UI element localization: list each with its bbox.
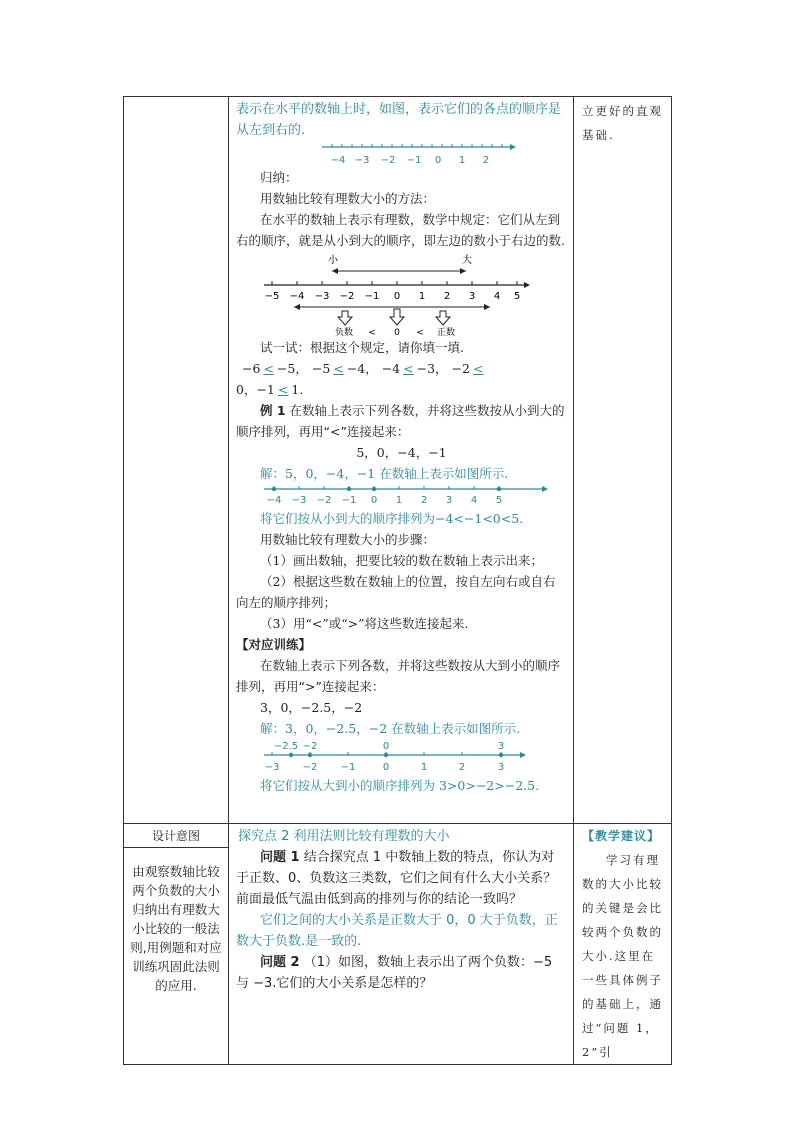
step-1: （1）画出数轴，把要比较的数在数轴上表示出来；: [260, 553, 543, 568]
bottom-left-cell: [124, 824, 229, 1065]
axis2-tick: 0: [393, 291, 401, 302]
axis2-tick: −5: [264, 291, 280, 302]
axis3-tick: 3: [445, 495, 453, 506]
number-line-4: [262, 739, 542, 775]
question-2: 问题 2 （1）如图，数轴上表示出了两个负数：−5 与 −3.它们的大小关系是怎样的？: [236, 955, 553, 991]
axis3-tick: 2: [420, 495, 428, 506]
axis3-tick: 5: [495, 495, 503, 506]
axis2-tick: −3: [314, 291, 330, 302]
try-label: 试一试：根据这个规定，请你填一填.: [260, 340, 464, 355]
axis2-tick: 2: [443, 291, 451, 302]
answer-blank: <: [403, 361, 414, 376]
negative-label: 负数: [334, 328, 354, 337]
axis2-tick: −2: [339, 291, 355, 302]
method-title: 用数轴比较有理数大小的方法：: [260, 191, 436, 206]
number-line-1: [318, 141, 518, 167]
axis4-tick: −3: [264, 762, 280, 773]
answer-blank: <: [333, 361, 344, 376]
axis2-tick: 1: [418, 291, 426, 302]
axis4-top-label: −2: [302, 741, 318, 752]
practice-solution: 解：3，0，−2.5，−2 在数轴上表示如图所示.: [260, 721, 521, 736]
axis4-tick: 3: [497, 762, 505, 773]
axis2-tick: 3: [468, 291, 476, 302]
top-main-cell: [229, 97, 574, 824]
axis3-tick: −1: [341, 495, 357, 506]
axis3-tick: −4: [266, 495, 282, 506]
axis1-tick: 1: [458, 155, 466, 166]
axis3-tick: −2: [316, 495, 332, 506]
answer-blank: <: [277, 382, 289, 397]
bottom-right-cell: [574, 824, 672, 1065]
practice-result: 将它们按从大到小的顺序排列为 3>0>−2>−2.5.: [260, 778, 540, 793]
intro-text: 表示在水平的数轴上时，如图，表示它们的各点的顺序是从左到右的.: [236, 102, 562, 138]
down-arrow-icon: [338, 311, 352, 325]
axis1-tick: −4: [330, 155, 346, 166]
practice-text: 在数轴上表示下列各数，并将这些数按从大到小的顺序排列，再用“>”连接起来：: [236, 658, 561, 694]
axis3-tick: 0: [370, 495, 378, 506]
axis4-tick: 0: [382, 762, 390, 773]
steps-title: 用数轴比较有理数大小的步骤：: [260, 532, 436, 547]
practice-numbers: 3，0，−2.5，−2: [260, 700, 363, 715]
positive-label: 正数: [436, 328, 456, 337]
axis1-tick: −2: [380, 155, 396, 166]
axis2-big-label: 大: [462, 255, 472, 266]
axis3-tick: 1: [395, 495, 403, 506]
axis2-tick: 4: [493, 291, 501, 302]
try-line-2: 0，−1 < 1.: [236, 382, 304, 397]
axis4-top-label: 3: [497, 741, 505, 752]
question-1-answer: 它们之间的大小关系是正数大于 0，0 大于负数，正数大于负数.是一致的.: [236, 913, 558, 949]
lesson-plan-table: [123, 96, 672, 1065]
axis2-small-label: 小: [328, 255, 338, 266]
zero-label: 0: [394, 328, 400, 337]
number-line-3: [262, 484, 552, 508]
teaching-suggestion-body: 学习有理数的大小比较的关键是会比较两个负数的大小.这里在一些具体例子的基础上，通过“问题 1，2”引: [582, 853, 663, 1059]
axis2-tick: 5: [513, 291, 521, 302]
axis1-tick: 2: [482, 155, 490, 166]
example-numbers: 5，0，−4，−1: [356, 445, 447, 460]
practice-title: 【对应训练】: [236, 637, 312, 652]
example-solution: 解：5，0，−4，−1 在数轴上表示如图所示.: [260, 466, 509, 481]
top-right-cell: [574, 97, 672, 824]
less-than-sign: <: [368, 328, 376, 337]
design-intent-title: 设计意图: [124, 824, 228, 848]
design-intent-body: 由观察数轴比较两个负数的大小归纳出有理数大小比较的一般法则,用例题和对应训练巩固此法则的应用.: [130, 864, 222, 993]
less-than-sign: <: [416, 328, 424, 337]
answer-blank: <: [263, 361, 274, 376]
axis1-tick: −3: [354, 155, 370, 166]
axis1-tick: 0: [434, 155, 442, 166]
axis1-tick: −1: [406, 155, 422, 166]
question-1: 问题 1 结合探究点 1 中数轴上数的特点，你认为对于正数、0、负数这三类数，它们之间有什么大小关系？前面最低气温由低到高的排列与你的结论一致吗？: [236, 850, 557, 907]
axis4-top-label: −2.5: [273, 741, 299, 752]
axis4-tick: −2: [302, 762, 318, 773]
summary-label: 归纳：: [260, 170, 298, 185]
axis2-tick: −1: [364, 291, 380, 302]
axis3-tick: −3: [291, 495, 307, 506]
try-line-1: −6 < −5， −5 < −4， −4 < −3， −2 <: [236, 358, 567, 379]
example-1: 例 1 在数轴上表示下列各数，并将这些数按从小到大的顺序排列，再用“<”连接起来：: [236, 403, 565, 439]
step-2: （2）根据这些数在数轴上的位置，按自左向右或自右向左的顺序排列；: [236, 574, 556, 610]
teaching-suggestion-title: 【教学建议】: [582, 829, 661, 843]
down-arrow-icon: [390, 309, 404, 325]
step-3: （3）用“<”或“>”将这些数连接起来.: [260, 616, 469, 631]
axis4-tick: 2: [458, 762, 466, 773]
right-note: 立更好的直观基础.: [582, 104, 663, 142]
top-left-cell: [124, 97, 229, 824]
example-result: 将它们按从小到大的顺序排列为−4<−1<0<5.: [260, 511, 524, 526]
axis4-tick: 1: [420, 762, 428, 773]
axis4-top-label: 0: [382, 741, 390, 752]
axis2-tick: −4: [289, 291, 305, 302]
number-line-2: [260, 251, 550, 337]
answer-blank: <: [472, 361, 484, 376]
bottom-main-cell: [229, 824, 574, 1065]
axis3-tick: 4: [470, 495, 478, 506]
method-text: 在水平的数轴上表示有理数，数学中规定：它们从左到右的顺序，就是从小到大的顺序，即左边的数小于右边的数.: [236, 212, 565, 248]
axis4-tick: −1: [340, 762, 356, 773]
down-arrow-icon: [436, 311, 450, 325]
explore-heading: 探究点 2 利用法则比较有理数的大小: [238, 829, 450, 844]
